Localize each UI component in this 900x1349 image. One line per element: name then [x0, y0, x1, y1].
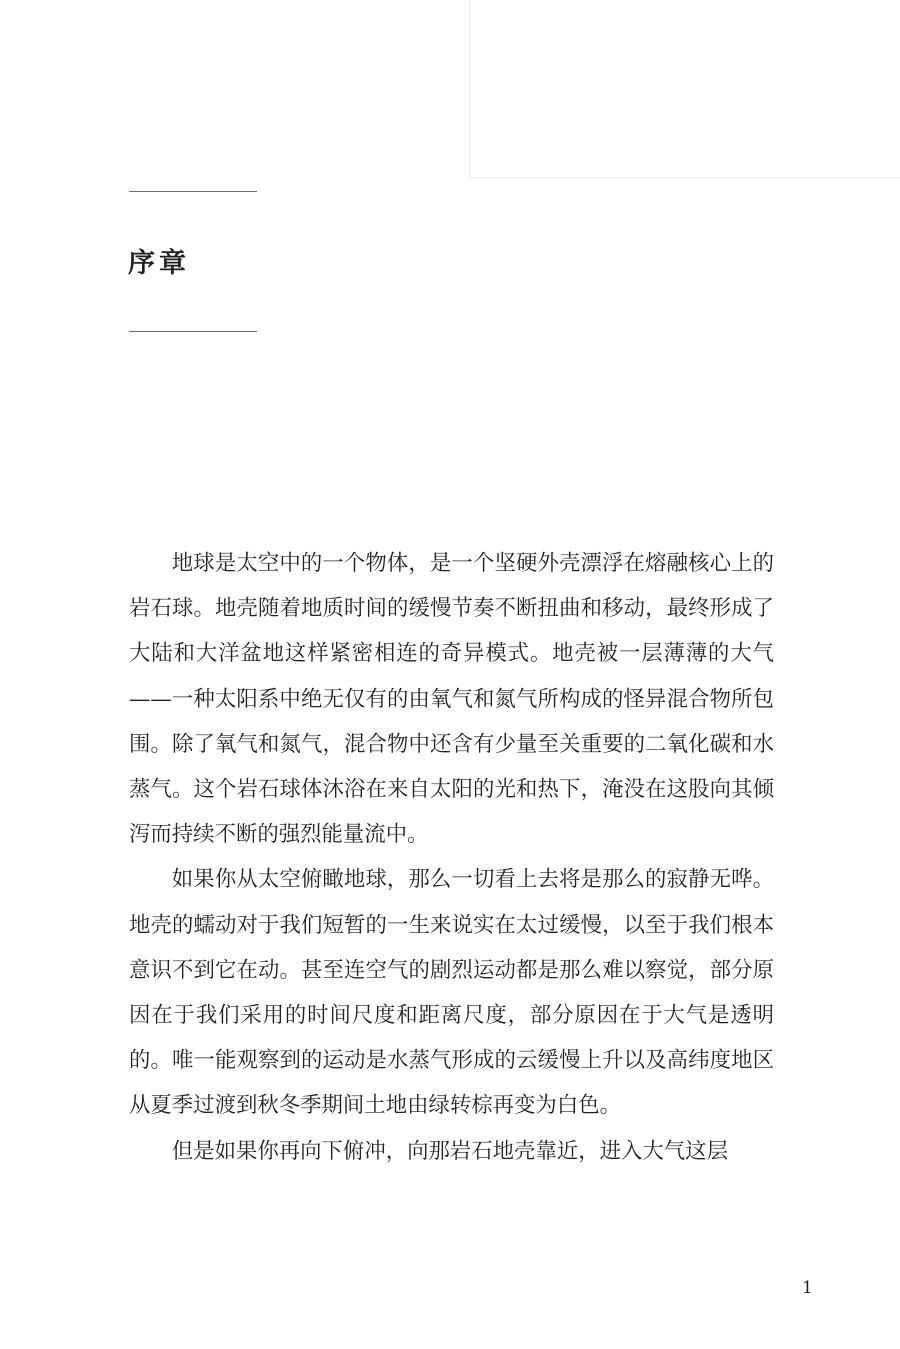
title-top-rule — [129, 191, 257, 192]
paragraph-1: 地球是太空中的一个物体，是一个坚硬外壳漂浮在熔融核心上的岩石球。地壳随着地质时间的缓慢节奏不断扭曲和移动，最终形成了大陆和大洋盆地这样紧密相连的奇异模式。地壳被一层薄薄的大气——一种太阳系中绝无仅有的由氧气和氮气所构成的怪异混合物所包围。除了氧气和氮气，混合物中还含有少量至关重要的二氧化碳和水蒸气。这个岩石球体沐浴在来自太阳的光和热下，淹没在这股向其倾泻而持续不断的强烈能量流中。 — [129, 551, 774, 848]
body-text — [129, 541, 774, 1174]
paragraph-2: 如果你从太空俯瞰地球，那么一切看上去将是那么的寂静无哗。地壳的蠕动对于我们短暂的一生来说实在太过缓慢，以至于我们根本意识不到它在动。甚至连空气的剧烈运动都是那么难以察觉，部分原因在于我们采用的时间尺度和距离尺度，部分原因在于大气是透明的。唯一能观察到的运动是水蒸气形成的云缓慢上升以及高纬度地区从夏季过渡到秋冬季期间土地由绿转棕再变为白色。 — [129, 867, 774, 1119]
paragraph-3: 但是如果你再向下俯冲，向那岩石地壳靠近，进入大气这层 — [171, 1138, 728, 1164]
chapter-title: 序章 — [128, 248, 190, 279]
title-bottom-rule — [129, 331, 257, 332]
page-number: 1 — [802, 1278, 813, 1298]
corner-frame — [469, 0, 900, 178]
